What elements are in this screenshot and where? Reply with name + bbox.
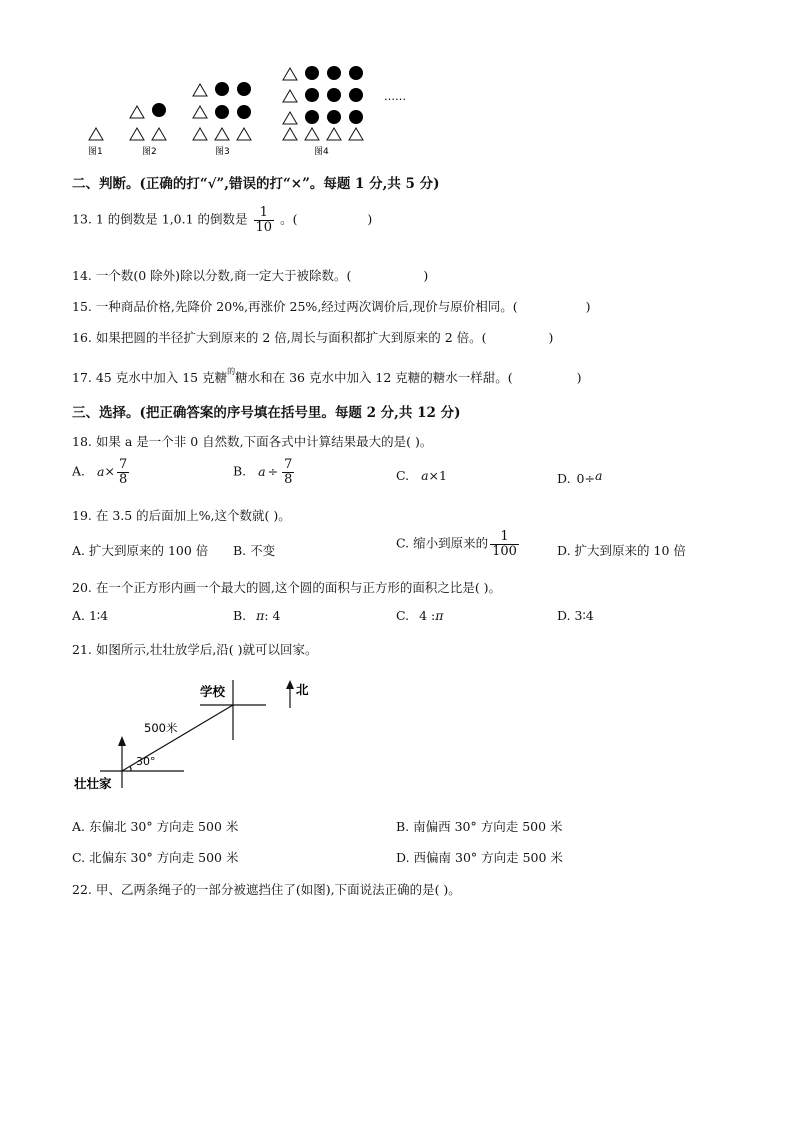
math-var: a bbox=[421, 468, 429, 483]
triangle-shape bbox=[237, 128, 251, 140]
home-label: 壮壮家 bbox=[74, 776, 112, 791]
option-c[interactable] bbox=[396, 530, 521, 558]
math-var: a bbox=[258, 463, 266, 479]
question-text: 17. 45 克水中加入 15 克糖 bbox=[72, 370, 228, 385]
triangle-shape bbox=[130, 128, 144, 140]
school-label: 学校 bbox=[200, 684, 226, 699]
option-d[interactable]: D. 扩大到原来的 10 倍 bbox=[557, 543, 686, 558]
math-rest: ×1 bbox=[428, 468, 447, 483]
dot-shape bbox=[237, 105, 251, 119]
option-a[interactable] bbox=[72, 458, 131, 486]
question-text: 。( bbox=[280, 211, 298, 227]
answer-paren-close: ) bbox=[548, 330, 554, 345]
superscript-char: 的 bbox=[227, 367, 236, 376]
question-21: 21. 如图所示,壮壮放学后,沿( )就可以回家。 bbox=[72, 642, 318, 657]
fraction bbox=[490, 530, 519, 558]
triangle-shape bbox=[327, 128, 341, 140]
triangle-shape bbox=[193, 106, 207, 118]
fraction bbox=[282, 458, 294, 486]
question-15 bbox=[72, 297, 591, 315]
triangle-shape bbox=[305, 128, 319, 140]
math-var: π bbox=[256, 608, 265, 623]
option-label: C. bbox=[396, 608, 410, 623]
dot-shape bbox=[327, 88, 341, 102]
option-d[interactable] bbox=[557, 468, 602, 486]
math-rest: : 4 bbox=[264, 608, 281, 623]
answer-paren-close: ) bbox=[367, 211, 373, 227]
question-text: 16. 如果把圆的半径扩大到原来的 2 倍,周长与面积都扩大到原来的 2 倍。( bbox=[72, 330, 487, 345]
triangle-shape bbox=[130, 106, 144, 118]
math-op: ÷ bbox=[267, 463, 279, 479]
question-17 bbox=[72, 366, 582, 386]
option-c[interactable] bbox=[396, 468, 447, 483]
option-d[interactable]: D. 西偏南 30° 方向走 500 米 bbox=[396, 850, 563, 865]
triangle-shape bbox=[193, 84, 207, 96]
north-label: 北 bbox=[296, 682, 309, 697]
triangle-shape bbox=[193, 128, 207, 140]
math-lead: 4 : bbox=[419, 608, 436, 623]
question-22: 22. 甲、乙两条绳子的一部分被遮挡住了(如图),下面说法正确的是( )。 bbox=[72, 882, 461, 897]
option-b[interactable]: B. 不变 bbox=[233, 543, 276, 558]
option-a[interactable]: A. 1∶4 bbox=[72, 608, 109, 623]
north-arrow-icon bbox=[286, 680, 294, 689]
question-13 bbox=[72, 206, 372, 234]
option-label: B. bbox=[233, 463, 247, 479]
section-heading: 二、判断。(正确的打“√”,错误的打“×”。每题 1 分,共 5 分) bbox=[72, 176, 440, 192]
dot-shape bbox=[152, 103, 166, 117]
pattern-figure bbox=[80, 62, 420, 162]
pattern-ellipsis: …… bbox=[384, 90, 406, 103]
pattern-label: 图2 bbox=[142, 147, 157, 157]
triangle-shape bbox=[283, 68, 297, 80]
fraction-numerator: 7 bbox=[118, 457, 128, 472]
fraction-numerator: 7 bbox=[284, 457, 293, 472]
question-text: 14. 一个数(0 除外)除以分数,商一定大于被除数。( bbox=[72, 268, 352, 283]
option-b[interactable]: B. 南偏西 30° 方向走 500 米 bbox=[396, 819, 563, 834]
pattern-label: 图1 bbox=[88, 147, 103, 157]
triangle-shape bbox=[283, 128, 297, 140]
angle-arc bbox=[130, 766, 131, 771]
math-var: a bbox=[594, 468, 603, 483]
answer-paren-close: ) bbox=[585, 299, 591, 314]
dot-shape bbox=[215, 82, 229, 96]
math-var: a bbox=[97, 463, 105, 479]
dot-shape bbox=[327, 66, 341, 80]
answer-paren-close: ) bbox=[576, 370, 582, 385]
fraction-numerator: 1 bbox=[254, 206, 275, 221]
option-label: A. bbox=[72, 463, 86, 479]
fraction bbox=[254, 206, 275, 234]
fraction-denominator: 10 bbox=[255, 219, 273, 235]
pattern-label: 图3 bbox=[215, 147, 230, 157]
fraction-numerator: 1 bbox=[490, 530, 519, 545]
math-op: × bbox=[104, 463, 115, 479]
dot-shape bbox=[305, 66, 319, 80]
option-text: C. 缩小到原来的 bbox=[396, 535, 489, 551]
question-16 bbox=[72, 328, 553, 346]
triangle-shape bbox=[152, 128, 166, 140]
dot-shape bbox=[237, 82, 251, 96]
triangle-shape bbox=[215, 128, 229, 140]
fraction-denominator: 8 bbox=[118, 471, 128, 487]
fraction bbox=[117, 458, 129, 486]
dot-shape bbox=[349, 110, 363, 124]
dot-shape bbox=[215, 105, 229, 119]
option-c[interactable] bbox=[396, 608, 443, 623]
option-c[interactable]: C. 北偏东 30° 方向走 500 米 bbox=[72, 850, 239, 865]
dot-shape bbox=[327, 110, 341, 124]
option-a[interactable]: A. 扩大到原来的 100 倍 bbox=[72, 543, 209, 558]
distance-label: 500米 bbox=[144, 721, 178, 735]
option-b[interactable] bbox=[233, 608, 281, 623]
question-14 bbox=[72, 266, 428, 284]
dot-shape bbox=[349, 88, 363, 102]
fraction-denominator: 100 bbox=[492, 543, 517, 559]
math-lead: 0÷ bbox=[576, 471, 595, 486]
direction-map bbox=[72, 674, 332, 802]
option-label: C. bbox=[396, 468, 410, 483]
answer-paren-close: ) bbox=[423, 268, 429, 283]
option-b[interactable] bbox=[233, 458, 296, 486]
north-arrow-icon bbox=[118, 736, 126, 746]
triangle-shape bbox=[283, 112, 297, 124]
fraction-denominator: 8 bbox=[284, 471, 293, 487]
triangle-shape bbox=[89, 128, 103, 140]
option-label: D. bbox=[557, 471, 571, 486]
question-20: 20. 在一个正方形内画一个最大的圆,这个圆的面积与正方形的面积之比是( )。 bbox=[72, 580, 502, 595]
option-a[interactable]: A. 东偏北 30° 方向走 500 米 bbox=[72, 819, 239, 834]
question-text: 13. 1 的倒数是 1,0.1 的倒数是 bbox=[72, 211, 248, 227]
question-text: 15. 一种商品价格,先降价 20%,再涨价 25%,经过两次调价后,现价与原价相同。( bbox=[72, 299, 518, 314]
angle-label: 30° bbox=[136, 755, 156, 768]
question-18: 18. 如果 a 是一个非 0 自然数,下面各式中计算结果最大的是( )。 bbox=[72, 434, 433, 449]
question-text: 糖水和在 36 克水中加入 12 克糖的糖水一样甜。( bbox=[235, 370, 513, 385]
dot-shape bbox=[349, 66, 363, 80]
dot-shape bbox=[305, 110, 319, 124]
section-heading: 三、选择。(把正确答案的序号填在括号里。每题 2 分,共 12 分) bbox=[72, 405, 461, 421]
option-d[interactable]: D. 3∶4 bbox=[557, 608, 594, 623]
option-label: B. bbox=[233, 608, 247, 623]
dot-shape bbox=[305, 88, 319, 102]
triangle-shape bbox=[349, 128, 363, 140]
math-var: π bbox=[435, 608, 444, 623]
question-19: 19. 在 3.5 的后面加上%,这个数就( )。 bbox=[72, 508, 291, 523]
pattern-label: 图4 bbox=[314, 147, 329, 157]
triangle-shape bbox=[283, 90, 297, 102]
